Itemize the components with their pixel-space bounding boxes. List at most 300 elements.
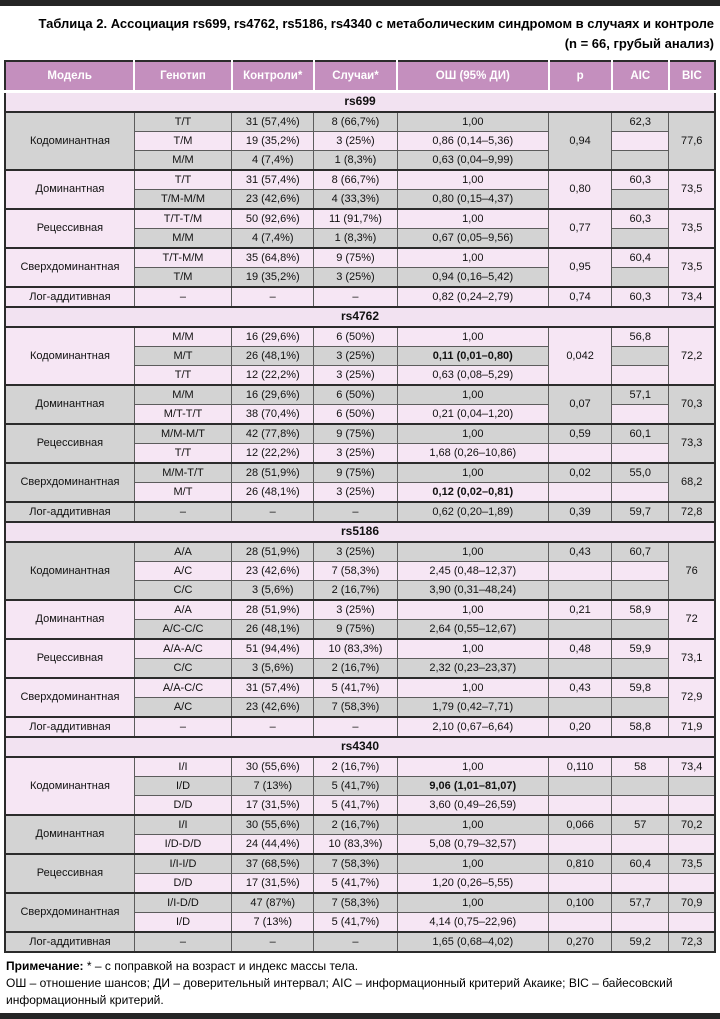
cases-cell: 11 (91,7%) — [314, 209, 397, 229]
bic-cell: 70,2 — [669, 815, 715, 835]
genotype-cell: M/M-T/T — [134, 463, 231, 483]
aic-cell: 59,2 — [612, 932, 669, 952]
aic-cell: 57,1 — [612, 385, 669, 405]
controls-cell: 51 (94,4%) — [232, 639, 314, 659]
table-row — [5, 717, 715, 737]
controls-cell: 4 (7,4%) — [232, 151, 314, 171]
aic-cell — [612, 483, 669, 503]
or-cell: 2,45 (0,48–12,37) — [397, 562, 548, 581]
p-cell — [549, 913, 612, 933]
section-row-rs699 — [5, 92, 715, 113]
or-cell: 5,08 (0,79–32,57) — [397, 835, 548, 855]
controls-cell: – — [232, 932, 314, 952]
model-cell: Кодоминантная — [5, 327, 134, 385]
model-cell: Доминантная — [5, 385, 134, 424]
p-cell: 0,39 — [549, 502, 612, 522]
p-cell: 0,80 — [549, 170, 612, 209]
aic-cell — [612, 698, 669, 718]
footnote-text: * – с поправкой на возраст и индекс массы тела. — [83, 959, 359, 973]
controls-cell: 23 (42,6%) — [232, 190, 314, 210]
or-cell: 0,86 (0,14–5,36) — [397, 132, 548, 151]
cases-cell: 6 (50%) — [314, 405, 397, 425]
aic-cell: 57 — [612, 815, 669, 835]
or-cell: 0,11 (0,01–0,80) — [397, 347, 548, 366]
controls-cell: – — [232, 717, 314, 737]
or-cell: 0,82 (0,24–2,79) — [397, 287, 548, 307]
col-header-bic: BIC — [669, 61, 715, 92]
cases-cell: 3 (25%) — [314, 483, 397, 503]
aic-cell — [612, 405, 669, 425]
p-cell: 0,95 — [549, 248, 612, 287]
model-cell: Кодоминантная — [5, 757, 134, 815]
table-row — [5, 639, 715, 659]
genotype-cell: T/T — [134, 366, 231, 386]
genotype-cell: I/D — [134, 777, 231, 796]
p-cell: 0,810 — [549, 854, 612, 874]
p-cell: 0,270 — [549, 932, 612, 952]
genotype-cell: – — [134, 287, 231, 307]
controls-cell: 16 (29,6%) — [232, 385, 314, 405]
controls-cell: 16 (29,6%) — [232, 327, 314, 347]
cases-cell: 3 (25%) — [314, 268, 397, 288]
bic-cell: 73,5 — [669, 248, 715, 287]
bic-cell: 72,2 — [669, 327, 715, 385]
col-header-model: Модель — [5, 61, 134, 92]
table-row — [5, 600, 715, 620]
table-row — [5, 112, 715, 132]
genotype-cell: A/C — [134, 698, 231, 718]
model-cell: Сверхдоминантная — [5, 248, 134, 287]
controls-cell: 7 (13%) — [232, 777, 314, 796]
cases-cell: 7 (58,3%) — [314, 854, 397, 874]
or-cell: 1,00 — [397, 854, 548, 874]
controls-cell: 31 (57,4%) — [232, 678, 314, 698]
model-cell: Доминантная — [5, 600, 134, 639]
bic-cell: 73,5 — [669, 854, 715, 874]
table-row — [5, 463, 715, 483]
bic-cell: 73,4 — [669, 287, 715, 307]
aic-cell — [612, 190, 669, 210]
bic-cell: 68,2 — [669, 463, 715, 502]
header-row — [5, 61, 715, 92]
genotype-cell: M/T-T/T — [134, 405, 231, 425]
model-cell: Кодоминантная — [5, 542, 134, 600]
genotype-cell: A/C-C/C — [134, 620, 231, 640]
model-cell: Рецессивная — [5, 209, 134, 248]
cases-cell: 2 (16,7%) — [314, 757, 397, 777]
genotype-cell: M/T — [134, 347, 231, 366]
p-cell: 0,77 — [549, 209, 612, 248]
bic-cell — [669, 874, 715, 894]
aic-cell: 58,8 — [612, 717, 669, 737]
genotype-cell: M/M-M/T — [134, 424, 231, 444]
or-cell: 3,90 (0,31–48,24) — [397, 581, 548, 601]
aic-cell: 58,9 — [612, 600, 669, 620]
cases-cell: 5 (41,7%) — [314, 874, 397, 894]
table-row — [5, 932, 715, 952]
aic-cell — [612, 268, 669, 288]
controls-cell: 30 (55,6%) — [232, 757, 314, 777]
or-cell: 1,00 — [397, 542, 548, 562]
bic-cell: 73,5 — [669, 209, 715, 248]
cases-cell: – — [314, 287, 397, 307]
aic-cell — [612, 444, 669, 464]
table-row — [5, 893, 715, 913]
cases-cell: 6 (50%) — [314, 385, 397, 405]
controls-cell: 26 (48,1%) — [232, 347, 314, 366]
p-cell: 0,20 — [549, 717, 612, 737]
association-table — [4, 60, 716, 953]
p-cell: 0,94 — [549, 112, 612, 170]
controls-cell: 17 (31,5%) — [232, 874, 314, 894]
genotype-cell: M/M — [134, 385, 231, 405]
aic-cell — [612, 581, 669, 601]
footnotes — [4, 953, 716, 1010]
aic-cell: 60,3 — [612, 287, 669, 307]
or-cell: 1,00 — [397, 112, 548, 132]
cases-cell: 8 (66,7%) — [314, 170, 397, 190]
p-cell: 0,07 — [549, 385, 612, 424]
or-cell: 1,20 (0,26–5,55) — [397, 874, 548, 894]
controls-cell: 24 (44,4%) — [232, 835, 314, 855]
aic-cell: 59,9 — [612, 639, 669, 659]
cases-cell: 9 (75%) — [314, 248, 397, 268]
col-header-aic: AIC — [612, 61, 669, 92]
genotype-cell: D/D — [134, 796, 231, 816]
model-cell: Сверхдоминантная — [5, 893, 134, 932]
table-title-line2: (n = 66, грубый анализ) — [564, 35, 714, 51]
cases-cell: 3 (25%) — [314, 132, 397, 151]
genotype-cell: A/A-C/C — [134, 678, 231, 698]
aic-cell: 55,0 — [612, 463, 669, 483]
p-cell — [549, 698, 612, 718]
table-row — [5, 854, 715, 874]
genotype-cell: M/M — [134, 229, 231, 249]
cases-cell: 6 (50%) — [314, 327, 397, 347]
genotype-cell: M/T — [134, 483, 231, 503]
cases-cell: 1 (8,3%) — [314, 151, 397, 171]
table-row — [5, 502, 715, 522]
genotype-cell: I/D — [134, 913, 231, 933]
model-cell: Доминантная — [5, 815, 134, 854]
genotype-cell: – — [134, 932, 231, 952]
aic-cell: 58 — [612, 757, 669, 777]
p-cell — [549, 835, 612, 855]
table-page — [0, 6, 720, 1010]
or-cell: 1,00 — [397, 600, 548, 620]
bic-cell: 76 — [669, 542, 715, 600]
bic-cell: 72 — [669, 600, 715, 639]
table-row — [5, 327, 715, 347]
genotype-cell: T/M — [134, 132, 231, 151]
genotype-cell: I/I — [134, 815, 231, 835]
p-cell: 0,48 — [549, 639, 612, 659]
aic-cell — [612, 132, 669, 151]
controls-cell: 42 (77,8%) — [232, 424, 314, 444]
model-cell: Сверхдоминантная — [5, 463, 134, 502]
bic-cell: 77,6 — [669, 112, 715, 170]
cases-cell: 5 (41,7%) — [314, 913, 397, 933]
bic-cell — [669, 835, 715, 855]
section-title: rs5186 — [5, 522, 715, 542]
controls-cell: 23 (42,6%) — [232, 698, 314, 718]
bic-cell — [669, 777, 715, 796]
p-cell — [549, 777, 612, 796]
controls-cell: 3 (5,6%) — [232, 581, 314, 601]
p-cell — [549, 581, 612, 601]
table-row — [5, 815, 715, 835]
model-cell: Лог-аддитивная — [5, 502, 134, 522]
controls-cell: 47 (87%) — [232, 893, 314, 913]
table-title — [4, 6, 716, 60]
aic-cell: 60,7 — [612, 542, 669, 562]
controls-cell: 37 (68,5%) — [232, 854, 314, 874]
genotype-cell: I/I — [134, 757, 231, 777]
bic-cell — [669, 913, 715, 933]
table-title-line1: Таблица 2. Ассоциация rs699, rs4762, rs5186, rs4340 с метаболическим синдромом в случаях и контроле — [38, 16, 714, 31]
or-cell: 3,60 (0,49–26,59) — [397, 796, 548, 816]
cases-cell: 3 (25%) — [314, 347, 397, 366]
col-header-genotype: Генотип — [134, 61, 231, 92]
controls-cell: 50 (92,6%) — [232, 209, 314, 229]
controls-cell: 23 (42,6%) — [232, 562, 314, 581]
cases-cell: 7 (58,3%) — [314, 893, 397, 913]
aic-cell — [612, 229, 669, 249]
p-cell — [549, 874, 612, 894]
table-row — [5, 209, 715, 229]
section-row-rs4340 — [5, 737, 715, 757]
or-cell: 0,63 (0,04–9,99) — [397, 151, 548, 171]
cases-cell: 3 (25%) — [314, 366, 397, 386]
genotype-cell: A/A — [134, 542, 231, 562]
p-cell: 0,21 — [549, 600, 612, 620]
aic-cell: 59,7 — [612, 502, 669, 522]
aic-cell: 57,7 — [612, 893, 669, 913]
cases-cell: – — [314, 717, 397, 737]
section-row-rs5186 — [5, 522, 715, 542]
p-cell: 0,02 — [549, 463, 612, 483]
genotype-cell: M/M — [134, 151, 231, 171]
controls-cell: 26 (48,1%) — [232, 620, 314, 640]
section-title: rs699 — [5, 92, 715, 113]
footnote-adjustment — [6, 958, 714, 975]
or-cell: 1,00 — [397, 385, 548, 405]
controls-cell: 3 (5,6%) — [232, 659, 314, 679]
p-cell: 0,59 — [549, 424, 612, 444]
or-cell: 0,12 (0,02–0,81) — [397, 483, 548, 503]
aic-cell — [612, 659, 669, 679]
or-cell: 0,62 (0,20–1,89) — [397, 502, 548, 522]
controls-cell: 4 (7,4%) — [232, 229, 314, 249]
cases-cell: 4 (33,3%) — [314, 190, 397, 210]
controls-cell: 28 (51,9%) — [232, 463, 314, 483]
controls-cell: – — [232, 502, 314, 522]
table-row — [5, 424, 715, 444]
cases-cell: 10 (83,3%) — [314, 639, 397, 659]
aic-cell: 60,3 — [612, 209, 669, 229]
genotype-cell: I/D-D/D — [134, 835, 231, 855]
cases-cell: 3 (25%) — [314, 542, 397, 562]
p-cell: 0,43 — [549, 678, 612, 698]
section-row-rs4762 — [5, 307, 715, 327]
genotype-cell: C/C — [134, 581, 231, 601]
table-row — [5, 678, 715, 698]
bic-cell: 73,1 — [669, 639, 715, 678]
model-cell: Рецессивная — [5, 424, 134, 463]
genotype-cell: T/M — [134, 268, 231, 288]
p-cell — [549, 483, 612, 503]
cases-cell: 3 (25%) — [314, 444, 397, 464]
table-row — [5, 385, 715, 405]
model-cell: Сверхдоминантная — [5, 678, 134, 717]
model-cell: Рецессивная — [5, 854, 134, 893]
controls-cell: – — [232, 287, 314, 307]
or-cell: 1,00 — [397, 209, 548, 229]
p-cell: 0,74 — [549, 287, 612, 307]
p-cell — [549, 659, 612, 679]
genotype-cell: I/I-I/D — [134, 854, 231, 874]
cases-cell: – — [314, 932, 397, 952]
bic-cell: 72,9 — [669, 678, 715, 717]
footnote-abbreviations: ОШ – отношение шансов; ДИ – доверительный интервал; AIC – информационный критерий Акаике; BIC – байесовский информационный критерий. — [6, 975, 673, 1007]
genotype-cell: T/T-M/M — [134, 248, 231, 268]
controls-cell: 7 (13%) — [232, 913, 314, 933]
bic-cell: 73,5 — [669, 170, 715, 209]
or-cell: 1,00 — [397, 424, 548, 444]
section-title: rs4340 — [5, 737, 715, 757]
bottom-rule — [0, 1013, 720, 1019]
model-cell: Лог-аддитивная — [5, 287, 134, 307]
cases-cell: 9 (75%) — [314, 620, 397, 640]
or-cell: 2,32 (0,23–23,37) — [397, 659, 548, 679]
genotype-cell: A/A — [134, 600, 231, 620]
or-cell: 1,65 (0,68–4,02) — [397, 932, 548, 952]
table-row — [5, 542, 715, 562]
controls-cell: 12 (22,2%) — [232, 444, 314, 464]
p-cell: 0,100 — [549, 893, 612, 913]
cases-cell: 5 (41,7%) — [314, 777, 397, 796]
or-cell: 1,00 — [397, 463, 548, 483]
aic-cell — [612, 796, 669, 816]
model-cell: Лог-аддитивная — [5, 932, 134, 952]
or-cell: 0,67 (0,05–9,56) — [397, 229, 548, 249]
col-header-cases: Случаи* — [314, 61, 397, 92]
cases-cell: 1 (8,3%) — [314, 229, 397, 249]
col-header-or: ОШ (95% ДИ) — [397, 61, 548, 92]
p-cell — [549, 562, 612, 581]
col-header-p: p — [549, 61, 612, 92]
p-cell — [549, 796, 612, 816]
aic-cell: 60,4 — [612, 248, 669, 268]
bic-cell: 73,4 — [669, 757, 715, 777]
cases-cell: 3 (25%) — [314, 600, 397, 620]
genotype-cell: – — [134, 502, 231, 522]
or-cell: 1,00 — [397, 639, 548, 659]
or-cell: 2,64 (0,55–12,67) — [397, 620, 548, 640]
or-cell: 0,94 (0,16–5,42) — [397, 268, 548, 288]
controls-cell: 28 (51,9%) — [232, 542, 314, 562]
p-cell: 0,110 — [549, 757, 612, 777]
or-cell: 4,14 (0,75–22,96) — [397, 913, 548, 933]
controls-cell: 19 (35,2%) — [232, 268, 314, 288]
genotype-cell: T/M-M/M — [134, 190, 231, 210]
or-cell: 1,00 — [397, 248, 548, 268]
controls-cell: 31 (57,4%) — [232, 112, 314, 132]
controls-cell: 35 (64,8%) — [232, 248, 314, 268]
p-cell: 0,066 — [549, 815, 612, 835]
genotype-cell: T/T — [134, 112, 231, 132]
controls-cell: 26 (48,1%) — [232, 483, 314, 503]
aic-cell: 60,1 — [612, 424, 669, 444]
aic-cell — [612, 835, 669, 855]
controls-cell: 38 (70,4%) — [232, 405, 314, 425]
controls-cell: 31 (57,4%) — [232, 170, 314, 190]
controls-cell: 19 (35,2%) — [232, 132, 314, 151]
aic-cell — [612, 366, 669, 386]
cases-cell: 5 (41,7%) — [314, 678, 397, 698]
cases-cell: 8 (66,7%) — [314, 112, 397, 132]
model-cell: Лог-аддитивная — [5, 717, 134, 737]
aic-cell: 60,4 — [612, 854, 669, 874]
controls-cell: 17 (31,5%) — [232, 796, 314, 816]
cases-cell: 9 (75%) — [314, 463, 397, 483]
genotype-cell: A/C — [134, 562, 231, 581]
genotype-cell: C/C — [134, 659, 231, 679]
genotype-cell: T/T-T/M — [134, 209, 231, 229]
or-cell: 1,00 — [397, 678, 548, 698]
bic-cell: 73,3 — [669, 424, 715, 463]
bic-cell — [669, 796, 715, 816]
p-cell: 0,43 — [549, 542, 612, 562]
model-cell: Рецессивная — [5, 639, 134, 678]
aic-cell — [612, 151, 669, 171]
controls-cell: 28 (51,9%) — [232, 600, 314, 620]
genotype-cell: I/I-D/D — [134, 893, 231, 913]
or-cell: 1,00 — [397, 757, 548, 777]
cases-cell: 5 (41,7%) — [314, 796, 397, 816]
bic-cell: 72,8 — [669, 502, 715, 522]
genotype-cell: M/M — [134, 327, 231, 347]
or-cell: 0,63 (0,08–5,29) — [397, 366, 548, 386]
aic-cell — [612, 347, 669, 366]
or-cell: 1,00 — [397, 170, 548, 190]
col-header-controls: Контроли* — [232, 61, 314, 92]
footnote-label: Примечание: — [6, 959, 84, 973]
aic-cell — [612, 874, 669, 894]
aic-cell — [612, 777, 669, 796]
or-cell: 1,00 — [397, 327, 548, 347]
table-row — [5, 248, 715, 268]
genotype-cell: D/D — [134, 874, 231, 894]
cases-cell: 9 (75%) — [314, 424, 397, 444]
aic-cell: 62,3 — [612, 112, 669, 132]
bic-cell: 72,3 — [669, 932, 715, 952]
or-cell: 9,06 (1,01–81,07) — [397, 777, 548, 796]
bic-cell: 70,9 — [669, 893, 715, 913]
cases-cell: – — [314, 502, 397, 522]
table-row — [5, 757, 715, 777]
p-cell — [549, 620, 612, 640]
genotype-cell: – — [134, 717, 231, 737]
genotype-cell: T/T — [134, 170, 231, 190]
model-cell: Доминантная — [5, 170, 134, 209]
or-cell: 0,21 (0,04–1,20) — [397, 405, 548, 425]
or-cell: 2,10 (0,67–6,64) — [397, 717, 548, 737]
cases-cell: 7 (58,3%) — [314, 698, 397, 718]
or-cell: 1,79 (0,42–7,71) — [397, 698, 548, 718]
section-title: rs4762 — [5, 307, 715, 327]
genotype-cell: A/A-A/C — [134, 639, 231, 659]
